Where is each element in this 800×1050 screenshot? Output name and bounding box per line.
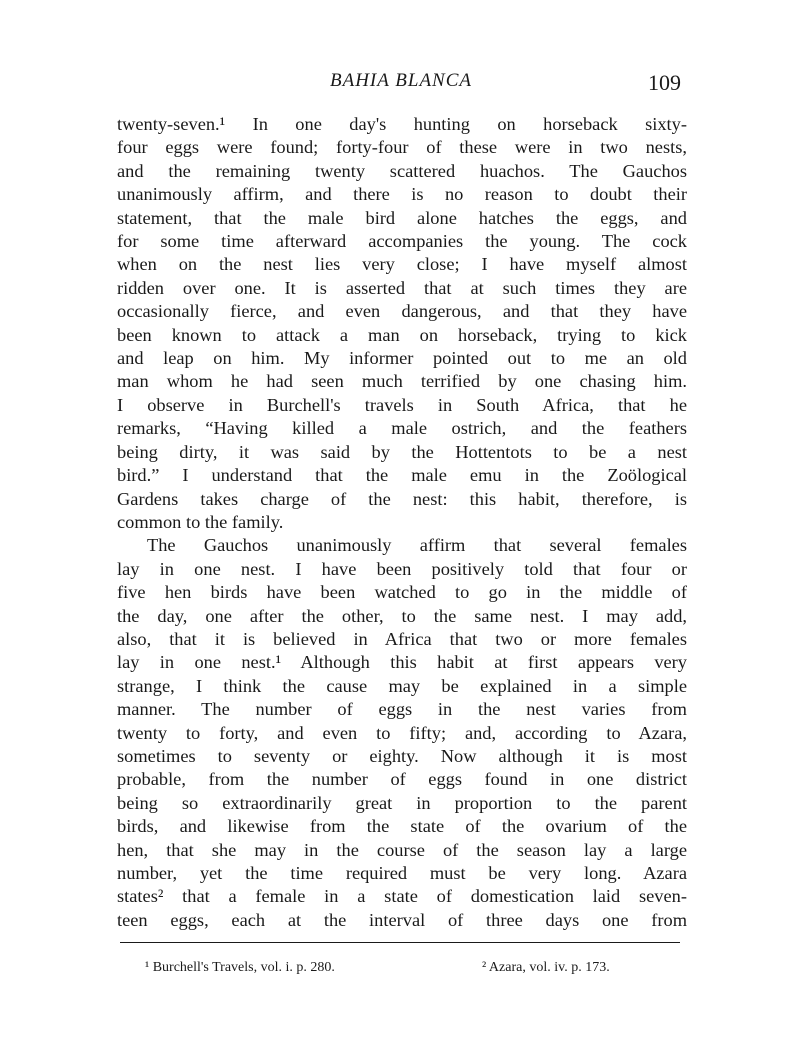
text-line: and the remaining twenty scattered huachos. The Gauchos — [117, 160, 687, 181]
running-head — [0, 70, 800, 102]
text-line: and leap on him. My informer pointed out to me an old — [117, 348, 687, 369]
text-line: lay in one nest.¹ Although this habit at first appears very — [117, 652, 687, 673]
text-line: common to the family. — [117, 511, 284, 532]
text-line: being dirty, it was said by the Hottentots to be a nest — [117, 441, 687, 462]
text-line: I observe in Burchell's travels in South Africa, that he — [117, 394, 687, 415]
body-text — [117, 113, 687, 932]
text-line: states² that a female in a state of domestication laid seven- — [117, 886, 687, 907]
footnote-2: ² Azara, vol. iv. p. 173. — [482, 960, 610, 975]
text-line: remarks, “Having killed a male ostrich, and the feathers — [117, 418, 687, 439]
text-line: the day, one after the other, to the same nest. I may add, — [117, 605, 687, 626]
text-line: bird.” I understand that the male emu in the Zoölogical — [117, 465, 687, 486]
text-line: been known to attack a man on horseback, trying to kick — [117, 324, 687, 345]
footnote-divider — [120, 942, 680, 943]
text-line: The Gauchos unanimously affirm that several females — [147, 535, 687, 556]
text-line: probable, from the number of eggs found in one district — [117, 769, 687, 790]
running-title: BAHIA BLANCA — [330, 70, 473, 91]
text-line: lay in one nest. I have been positively told that four or — [117, 558, 687, 579]
text-line: birds, and likewise from the state of the ovarium of the — [117, 816, 687, 837]
text-line: Gardens takes charge of the nest: this habit, therefore, is — [117, 488, 687, 509]
page-number: 109 — [648, 70, 681, 95]
text-line: five hen birds have been watched to go in the middle of — [117, 582, 687, 603]
text-line: manner. The number of eggs in the nest varies from — [117, 699, 687, 720]
footnote-1: ¹ Burchell's Travels, vol. i. p. 280. — [145, 960, 335, 975]
text-line: number, yet the time required must be very long. Azara — [117, 863, 687, 883]
text-line: being so extraordinarily great in proportion to the parent — [117, 792, 687, 813]
text-line: teen eggs, each at the interval of three days one from — [117, 909, 687, 930]
text-line: ridden over one. It is asserted that at such times they are — [117, 277, 687, 298]
text-line: statement, that the male bird alone hatches the eggs, and — [117, 207, 687, 228]
text-line: for some time afterward accompanies the young. The cock — [117, 231, 687, 252]
text-line: sometimes to seventy or eighty. Now although it is most — [117, 745, 687, 766]
text-line: unanimously affirm, and there is no reason to doubt their — [117, 184, 687, 205]
text-line: when on the nest lies very close; I have myself almost — [117, 254, 687, 275]
text-line: hen, that she may in the course of the season lay a large — [117, 839, 687, 860]
text-line: four eggs were found; forty-four of these were in two nests, — [117, 137, 687, 158]
text-line: twenty to forty, and even to fifty; and, according to Azara, — [117, 722, 687, 743]
text-line: strange, I think the cause may be explained in a simple — [117, 675, 687, 696]
text-line: twenty-seven.¹ In one day's hunting on horseback sixty- — [117, 114, 687, 134]
text-line: also, that it is believed in Africa that two or more females — [117, 628, 687, 649]
text-line: occasionally fierce, and even dangerous, and that they have — [117, 301, 687, 322]
text-line: man whom he had seen much terrified by one chasing him. — [117, 371, 687, 392]
